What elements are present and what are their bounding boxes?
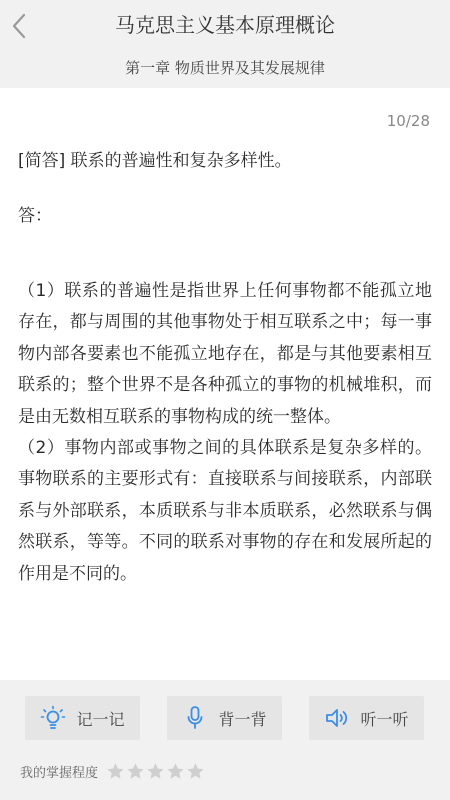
answer-label: 答： [18, 206, 52, 226]
speaker-icon [324, 705, 350, 731]
header-bar [0, 0, 450, 88]
star-icon[interactable] [186, 762, 205, 781]
note-button[interactable] [25, 696, 140, 740]
bottom-toolbar [0, 680, 450, 800]
recite-button-label: 背一背 [218, 709, 267, 729]
answer-paragraph: （1）联系的普遍性是指世界上任何事物都不能孤立地存在，都与周围的其他事物处于相互联系之中；每一事物内部各要素也不能孤立地存在，都是与其他要素相互联系的；整个世界不是各种孤立的事物的机械堆积，而是由无数相互联系的事物构成的统一整体。 [18, 281, 432, 427]
note-button-label: 记一记 [76, 709, 125, 729]
answer-body [18, 276, 432, 590]
star-icon[interactable] [146, 762, 165, 781]
page-title: 马克思主义基本原理概论 [115, 13, 335, 37]
page-indicator: 10/28 [386, 112, 430, 130]
mastery-stars [106, 762, 206, 781]
chapter-subtitle: 第一章 物质世界及其发展规律 [125, 59, 325, 77]
recite-button[interactable] [167, 696, 282, 740]
back-button[interactable] [6, 10, 34, 42]
listen-button[interactable] [309, 696, 424, 740]
star-icon[interactable] [166, 762, 185, 781]
chevron-left-icon [6, 10, 34, 42]
lightbulb-icon [40, 705, 66, 731]
star-icon[interactable] [106, 762, 125, 781]
question-content[interactable] [0, 88, 450, 680]
question-text: [简答] 联系的普遍性和复杂多样性。 [18, 151, 292, 171]
microphone-icon [182, 705, 208, 731]
mastery-label: 我的掌握程度 [20, 765, 99, 781]
star-icon[interactable] [126, 762, 145, 781]
mastery-rating [20, 759, 206, 783]
listen-button-label: 听一听 [360, 709, 409, 729]
answer-paragraph: （2）事物内部或事物之间的具体联系是复杂多样的。事物联系的主要形式有：直接联系与间接联系，内部联系与外部联系，本质联系与非本质联系，必然联系与偶然联系，等等。不同的联系对事物的存在和发展所起的作用是不同的。 [18, 438, 432, 584]
